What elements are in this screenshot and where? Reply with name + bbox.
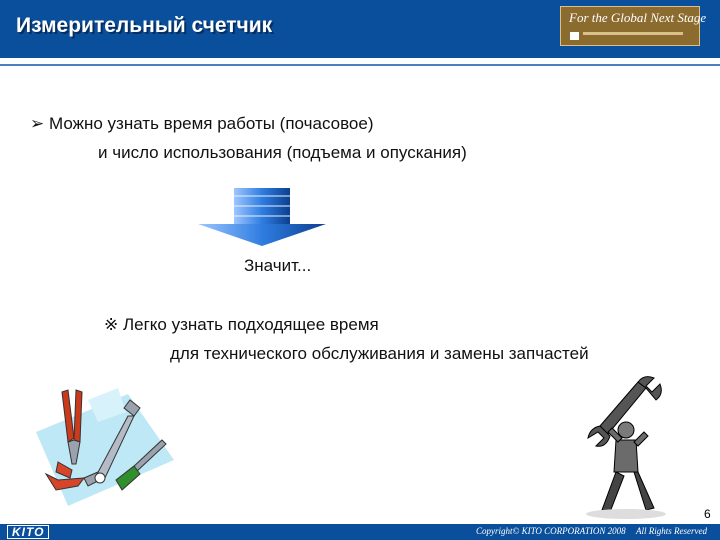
wrench-worker-icon [568,376,668,520]
page-number: 6 [704,507,711,521]
tools-clipart-icon [28,382,178,512]
brand-badge-text: For the Global Next Stage [569,10,707,25]
slide-title: Измерительный счетчик [16,14,273,37]
kito-logo: KITO [7,525,49,539]
down-arrow-icon [196,186,328,248]
rights-text: All Rights Reserved [636,526,707,536]
note-text-1: Легко узнать подходящее время [122,315,379,334]
conclusion-text: Значит... [244,256,312,275]
footer-bar [0,524,720,540]
note-line-1 [104,315,379,335]
bullet-arrow-icon: ➢ [30,114,45,133]
copyright-text: Copyright© KITO CORPORATION 2008 [476,526,626,536]
badge-logo-icon [570,32,579,40]
badge-subline [583,32,683,35]
header-divider [0,64,720,66]
note-mark-icon: ※ [104,315,119,334]
brand-badge [560,6,707,46]
bullet-line-2: и число использования (подъема и опускания) [98,143,467,162]
bullet-line-1 [30,114,374,134]
bullet-text-1: Можно узнать время работы (почасовое) [48,114,374,133]
header-bar [0,0,720,58]
note-line-2: для технического обслуживания и замены запчастей [170,344,589,363]
